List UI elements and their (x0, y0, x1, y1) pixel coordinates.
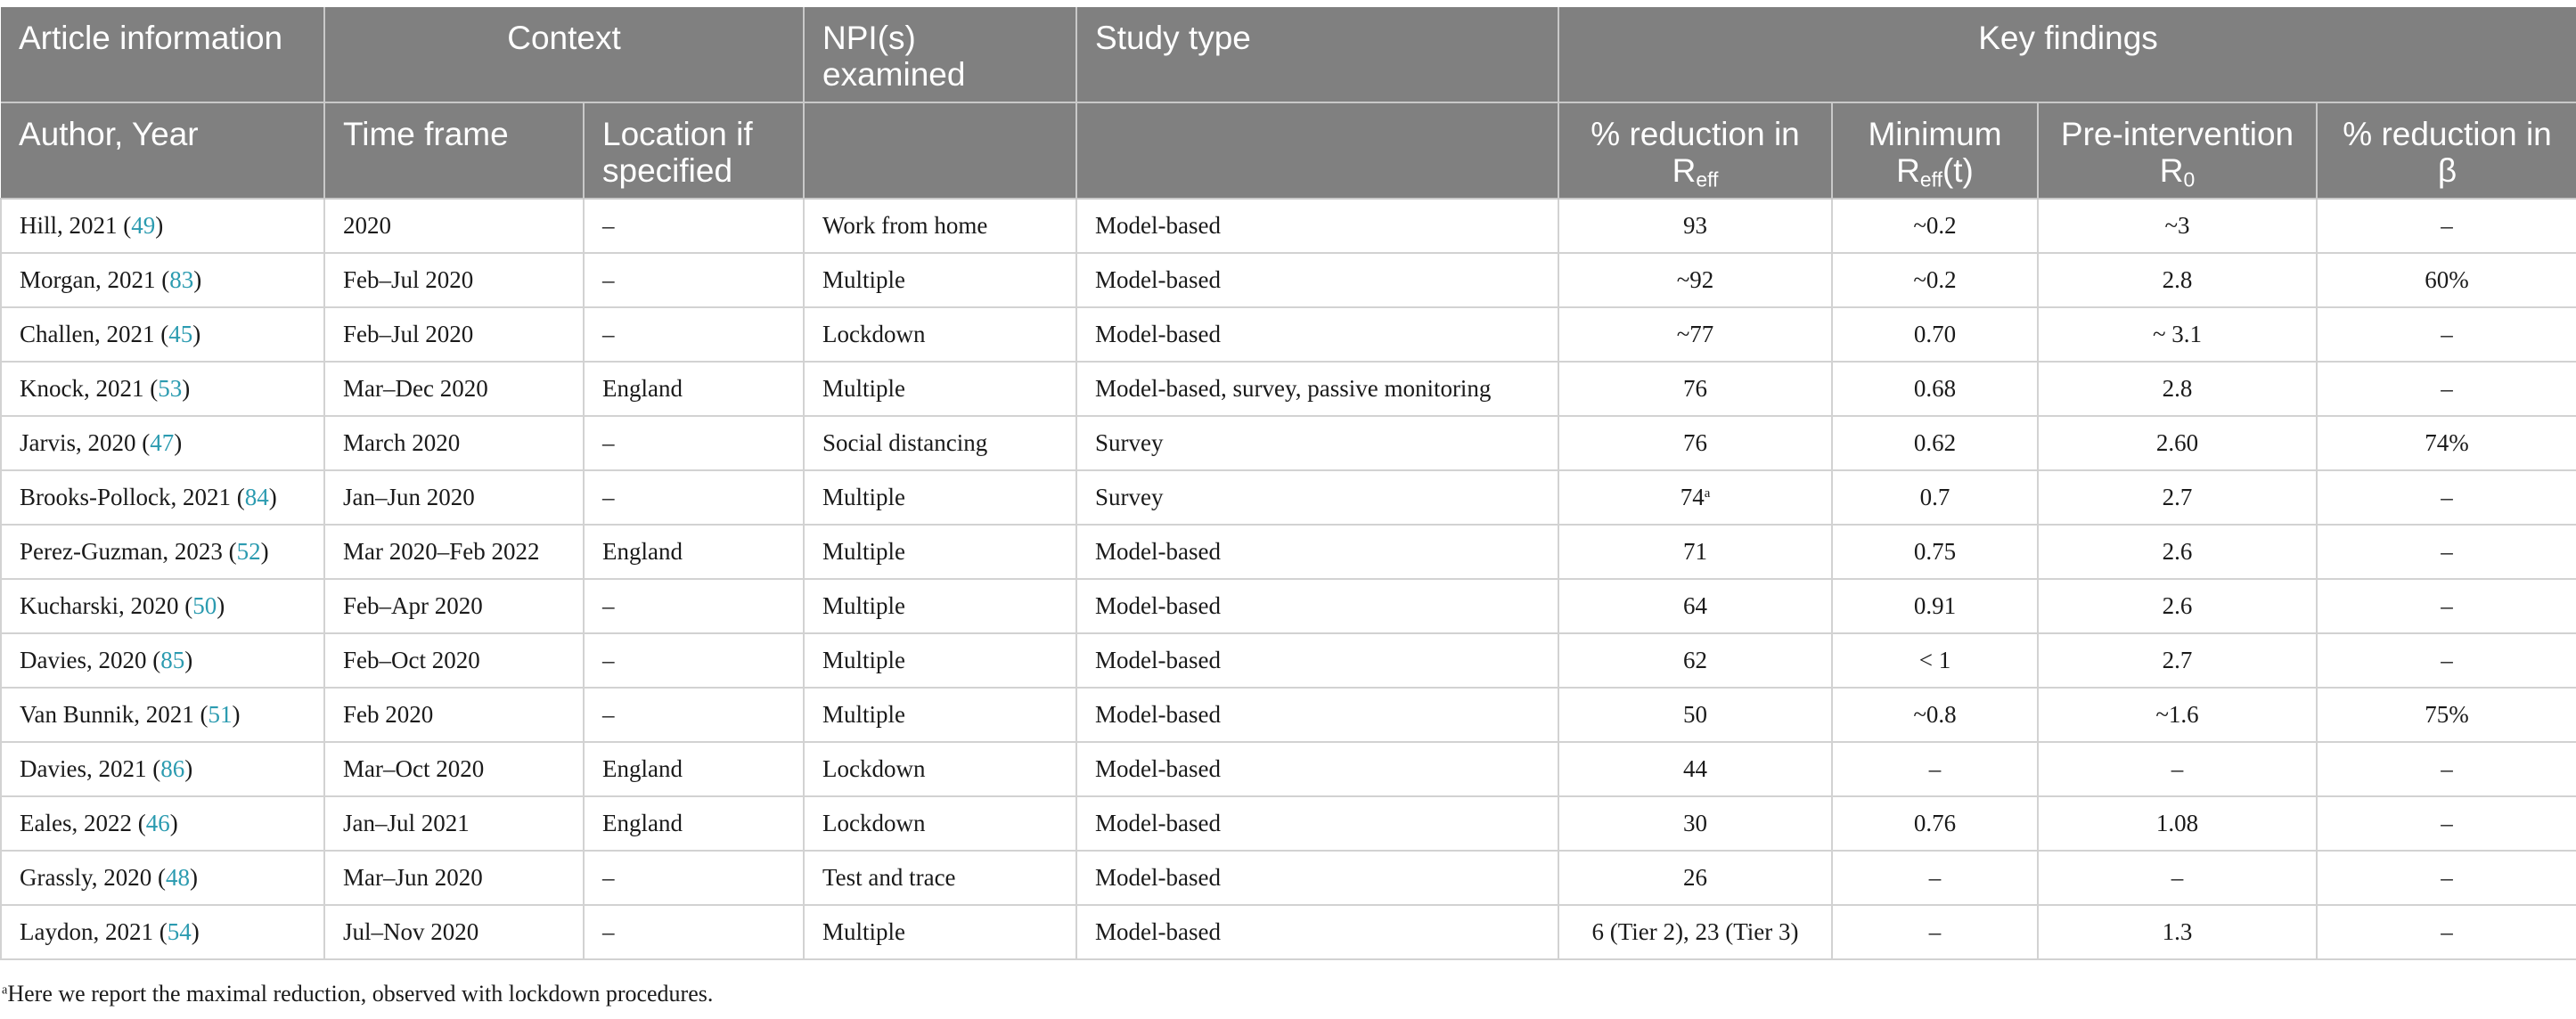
cell-pre-r0: 1.3 (2038, 905, 2317, 959)
header-group-row (1, 7, 2576, 102)
cell-study-type: Model-based (1076, 905, 1558, 959)
cell-author (1, 416, 324, 470)
cell-reduction-reff (1558, 579, 1832, 633)
header-empty-study (1076, 102, 1558, 199)
cell-time-frame: Feb–Apr 2020 (324, 579, 584, 633)
cell-reduction-reff (1558, 796, 1832, 851)
author-text: Grassly, 2020 ( (20, 864, 166, 891)
author-text: Jarvis, 2020 ( (20, 429, 151, 456)
header-min-reff-prefix: Minimum (1868, 116, 2002, 152)
author-close: ) (232, 701, 241, 728)
cell-pre-r0: 2.7 (2038, 633, 2317, 688)
header-pre-r0 (2038, 102, 2317, 199)
table-row (1, 905, 2576, 959)
cell-pre-r0: 1.08 (2038, 796, 2317, 851)
cell-reduction-beta: – (2317, 199, 2576, 253)
cell-study-type: Model-based (1076, 579, 1558, 633)
cell-pre-r0: – (2038, 742, 2317, 796)
cell-reduction-beta: – (2317, 470, 2576, 525)
cell-reduction-beta: – (2317, 362, 2576, 416)
cell-reduction-reff (1558, 416, 1832, 470)
cell-min-reff: ~0.2 (1832, 199, 2038, 253)
cell-time-frame: Mar 2020–Feb 2022 (324, 525, 584, 579)
cell-time-frame: Feb–Oct 2020 (324, 633, 584, 688)
cell-npi: Lockdown (804, 742, 1076, 796)
header-column-row (1, 102, 2576, 199)
cell-reduction-reff (1558, 307, 1832, 362)
findings-table (0, 7, 2576, 960)
cell-npi: Lockdown (804, 796, 1076, 851)
cell-min-reff: 0.76 (1832, 796, 2038, 851)
cell-min-reff: – (1832, 851, 2038, 905)
cell-time-frame: March 2020 (324, 416, 584, 470)
cell-location: – (584, 905, 804, 959)
cell-time-frame: 2020 (324, 199, 584, 253)
cell-pre-r0: ~3 (2038, 199, 2317, 253)
cell-min-reff: ~0.2 (1832, 253, 2038, 307)
reduction-value: 44 (1683, 755, 1708, 782)
header-author-year: Author, Year (1, 102, 324, 199)
cell-time-frame: Mar–Oct 2020 (324, 742, 584, 796)
cell-reduction-reff (1558, 470, 1832, 525)
reference-link[interactable]: 83 (169, 266, 194, 293)
header-empty-npi (804, 102, 1076, 199)
author-text: Laydon, 2021 ( (20, 918, 168, 945)
reduction-value: 50 (1683, 701, 1708, 728)
cell-min-reff: 0.75 (1832, 525, 2038, 579)
cell-npi: Multiple (804, 470, 1076, 525)
author-text: Perez-Guzman, 2023 ( (20, 538, 237, 565)
cell-location: – (584, 579, 804, 633)
reduction-value: 76 (1683, 375, 1708, 402)
author-close: ) (191, 918, 200, 945)
cell-min-reff: 0.62 (1832, 416, 2038, 470)
cell-pre-r0: ~1.6 (2038, 688, 2317, 742)
table-row (1, 688, 2576, 742)
cell-author (1, 579, 324, 633)
footnote-text: Here we report the maximal reduction, observed with lockdown procedures. (7, 981, 714, 1007)
author-text: Morgan, 2021 ( (20, 266, 170, 293)
reference-link[interactable]: 53 (158, 375, 183, 402)
cell-location: – (584, 307, 804, 362)
header-time-frame: Time frame (324, 102, 584, 199)
cell-study-type: Model-based (1076, 525, 1558, 579)
author-close: ) (217, 592, 225, 619)
cell-reduction-beta: – (2317, 579, 2576, 633)
cell-npi: Social distancing (804, 416, 1076, 470)
reference-link[interactable]: 45 (168, 321, 193, 347)
cell-location: – (584, 688, 804, 742)
cell-npi: Multiple (804, 579, 1076, 633)
cell-location: – (584, 633, 804, 688)
header-study-type: Study type (1076, 7, 1558, 102)
cell-study-type: Model-based (1076, 851, 1558, 905)
reduction-value: ~92 (1676, 266, 1714, 293)
cell-author (1, 525, 324, 579)
reduction-value: 93 (1683, 212, 1708, 239)
table-row (1, 796, 2576, 851)
reference-link[interactable]: 85 (160, 647, 185, 673)
reduction-value: 74 (1680, 484, 1705, 510)
reduction-value: 62 (1683, 647, 1708, 673)
cell-min-reff: 0.7 (1832, 470, 2038, 525)
reduction-value: 30 (1683, 810, 1708, 836)
author-close: ) (174, 429, 183, 456)
cell-reduction-beta: – (2317, 851, 2576, 905)
author-text: Eales, 2022 ( (20, 810, 146, 836)
cell-location: England (584, 796, 804, 851)
cell-author (1, 253, 324, 307)
cell-reduction-beta: 60% (2317, 253, 2576, 307)
author-close: ) (193, 266, 202, 293)
table-row (1, 851, 2576, 905)
table-row (1, 742, 2576, 796)
cell-time-frame: Feb–Jul 2020 (324, 307, 584, 362)
cell-study-type: Model-based, survey, passive monitoring (1076, 362, 1558, 416)
reference-link[interactable]: 47 (150, 429, 175, 456)
reference-link[interactable]: 48 (165, 864, 190, 891)
author-text: Davies, 2021 ( (20, 755, 161, 782)
cell-reduction-reff (1558, 199, 1832, 253)
header-pre-r0-prefix: Pre-intervention (2060, 116, 2294, 152)
cell-reduction-beta: – (2317, 307, 2576, 362)
cell-min-reff: ~0.8 (1832, 688, 2038, 742)
cell-npi: Multiple (804, 905, 1076, 959)
cell-pre-r0: 2.60 (2038, 416, 2317, 470)
header-min-reff-letter: R (1896, 152, 1920, 189)
table-row (1, 307, 2576, 362)
cell-pre-r0: 2.7 (2038, 470, 2317, 525)
reduction-value: 6 (Tier 2), 23 (Tier 3) (1591, 918, 1799, 945)
author-close: ) (192, 321, 201, 347)
cell-study-type: Survey (1076, 416, 1558, 470)
cell-min-reff: 0.68 (1832, 362, 2038, 416)
author-close: ) (184, 647, 193, 673)
cell-min-reff: – (1832, 742, 2038, 796)
cell-reduction-reff (1558, 253, 1832, 307)
cell-reduction-reff (1558, 633, 1832, 688)
reference-link[interactable]: 52 (236, 538, 261, 565)
cell-time-frame: Jul–Nov 2020 (324, 905, 584, 959)
author-text: Van Bunnik, 2021 ( (20, 701, 209, 728)
reference-link[interactable]: 84 (244, 484, 269, 510)
cell-author (1, 470, 324, 525)
header-key-findings: Key findings (1558, 7, 2576, 102)
header-reff-sub: eff (1696, 167, 1719, 192)
cell-location: England (584, 742, 804, 796)
cell-location: – (584, 253, 804, 307)
table-body (1, 199, 2576, 959)
cell-reduction-reff (1558, 905, 1832, 959)
header-article-information: Article information (1, 7, 324, 102)
cell-author (1, 362, 324, 416)
cell-location: – (584, 199, 804, 253)
cell-author (1, 905, 324, 959)
table-row (1, 199, 2576, 253)
author-text: Davies, 2020 ( (20, 647, 161, 673)
table-row (1, 362, 2576, 416)
reduction-value: 76 (1683, 429, 1708, 456)
cell-pre-r0: – (2038, 851, 2317, 905)
cell-study-type: Survey (1076, 470, 1558, 525)
author-close: ) (184, 755, 193, 782)
cell-reduction-reff (1558, 525, 1832, 579)
cell-author (1, 742, 324, 796)
cell-npi: Test and trace (804, 851, 1076, 905)
cell-time-frame: Mar–Jun 2020 (324, 851, 584, 905)
footnote-marker: a (1704, 486, 1711, 501)
cell-pre-r0: 2.8 (2038, 253, 2317, 307)
author-text: Hill, 2021 ( (20, 212, 132, 239)
header-min-reff (1832, 102, 2038, 199)
reference-link[interactable]: 54 (167, 918, 192, 945)
cell-author (1, 851, 324, 905)
footnote-mark: a (2, 982, 8, 998)
cell-npi: Lockdown (804, 307, 1076, 362)
header-pre-r0-sub: 0 (2183, 167, 2196, 192)
header-min-reff-suffix: (t) (1942, 152, 1974, 189)
cell-pre-r0: 2.6 (2038, 579, 2317, 633)
header-reduction-reff (1558, 102, 1832, 199)
cell-reduction-reff (1558, 362, 1832, 416)
reduction-value: 71 (1683, 538, 1708, 565)
reference-link[interactable]: 86 (160, 755, 185, 782)
cell-author (1, 796, 324, 851)
author-close: ) (260, 538, 269, 565)
header-reduction-beta: % reduction in β (2317, 102, 2576, 199)
cell-study-type: Model-based (1076, 742, 1558, 796)
reduction-value: 26 (1683, 864, 1708, 891)
header-min-reff-sub: eff (1919, 167, 1942, 192)
reference-link[interactable]: 51 (208, 701, 233, 728)
cell-reduction-beta: – (2317, 905, 2576, 959)
cell-npi: Multiple (804, 633, 1076, 688)
author-text: Brooks-Pollock, 2021 ( (20, 484, 245, 510)
cell-location: England (584, 362, 804, 416)
cell-location: – (584, 851, 804, 905)
cell-min-reff: 0.70 (1832, 307, 2038, 362)
author-close: ) (155, 212, 164, 239)
cell-npi: Multiple (804, 688, 1076, 742)
cell-author (1, 633, 324, 688)
footnote (2, 981, 713, 1007)
table-row (1, 633, 2576, 688)
header-npis-examined: NPI(s) examined (804, 7, 1076, 102)
cell-time-frame: Jan–Jul 2021 (324, 796, 584, 851)
cell-author (1, 199, 324, 253)
cell-author (1, 307, 324, 362)
author-close: ) (182, 375, 191, 402)
header-pre-r0-letter: R (2159, 152, 2184, 189)
cell-pre-r0: 2.8 (2038, 362, 2317, 416)
table-row (1, 525, 2576, 579)
cell-npi: Multiple (804, 253, 1076, 307)
cell-npi: Work from home (804, 199, 1076, 253)
table-row (1, 253, 2576, 307)
cell-location: – (584, 470, 804, 525)
cell-study-type: Model-based (1076, 199, 1558, 253)
reduction-value: 64 (1683, 592, 1708, 619)
author-text: Challen, 2021 ( (20, 321, 169, 347)
cell-location: England (584, 525, 804, 579)
cell-time-frame: Feb–Jul 2020 (324, 253, 584, 307)
author-text: Knock, 2021 ( (20, 375, 159, 402)
cell-study-type: Model-based (1076, 253, 1558, 307)
cell-reduction-beta: 75% (2317, 688, 2576, 742)
author-close: ) (169, 810, 178, 836)
cell-location: – (584, 416, 804, 470)
table-row (1, 470, 2576, 525)
cell-study-type: Model-based (1076, 796, 1558, 851)
cell-time-frame: Mar–Dec 2020 (324, 362, 584, 416)
reference-link[interactable]: 46 (145, 810, 170, 836)
reference-link[interactable]: 50 (192, 592, 217, 619)
cell-min-reff: < 1 (1832, 633, 2038, 688)
header-context: Context (324, 7, 804, 102)
cell-time-frame: Feb 2020 (324, 688, 584, 742)
cell-study-type: Model-based (1076, 688, 1558, 742)
cell-study-type: Model-based (1076, 633, 1558, 688)
cell-min-reff: 0.91 (1832, 579, 2038, 633)
author-close: ) (268, 484, 277, 510)
cell-reduction-beta: – (2317, 796, 2576, 851)
cell-npi: Multiple (804, 362, 1076, 416)
table-row (1, 416, 2576, 470)
reduction-value: ~77 (1676, 321, 1714, 347)
cell-reduction-beta: – (2317, 742, 2576, 796)
cell-reduction-reff (1558, 688, 1832, 742)
cell-reduction-beta: 74% (2317, 416, 2576, 470)
cell-time-frame: Jan–Jun 2020 (324, 470, 584, 525)
author-close: ) (189, 864, 198, 891)
cell-reduction-reff (1558, 742, 1832, 796)
header-reff-letter: R (1672, 152, 1697, 189)
cell-reduction-beta: – (2317, 633, 2576, 688)
cell-min-reff: – (1832, 905, 2038, 959)
header-reduction-reff-prefix: % reduction in (1591, 116, 1800, 152)
cell-npi: Multiple (804, 525, 1076, 579)
cell-study-type: Model-based (1076, 307, 1558, 362)
cell-reduction-reff (1558, 851, 1832, 905)
reference-link[interactable]: 49 (131, 212, 156, 239)
table-row (1, 579, 2576, 633)
header-location: Location if specified (584, 102, 804, 199)
cell-pre-r0: ~ 3.1 (2038, 307, 2317, 362)
cell-reduction-beta: – (2317, 525, 2576, 579)
cell-pre-r0: 2.6 (2038, 525, 2317, 579)
author-text: Kucharski, 2020 ( (20, 592, 193, 619)
cell-author (1, 688, 324, 742)
